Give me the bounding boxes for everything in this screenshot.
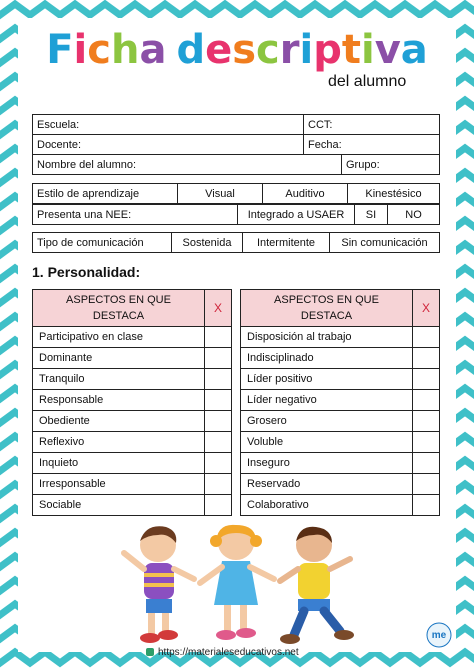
child-boy-right	[280, 527, 354, 644]
aspect-row	[241, 411, 440, 432]
student-name-table	[32, 154, 440, 175]
nee-table	[32, 204, 440, 225]
title-letter: s	[232, 27, 257, 73]
aspect-row	[241, 327, 440, 348]
aspect-label: Irresponsable	[33, 474, 205, 495]
aspect-checkbox[interactable]	[205, 474, 232, 495]
logo-text: me	[431, 630, 447, 641]
aspect-label: Sociable	[33, 495, 205, 516]
aspect-label: Disposición al trabajo	[241, 327, 413, 348]
aspects-header	[241, 290, 413, 327]
title-letter: d	[176, 27, 206, 73]
auditory-option: Auditivo	[263, 184, 348, 204]
website-link[interactable]: https://materialeseducativos.net	[158, 647, 299, 658]
nee-label: Presenta una NEE:	[33, 205, 238, 225]
title-letter: i	[299, 27, 314, 73]
yes-option: SI	[355, 205, 388, 225]
child-girl-middle	[200, 525, 274, 640]
no-communication-option: Sin comunicación	[330, 233, 440, 253]
title-letter: a	[400, 27, 428, 73]
aspect-row	[33, 453, 232, 474]
aspect-checkbox[interactable]	[205, 453, 232, 474]
aspect-label: Grosero	[241, 411, 413, 432]
aspect-label: Responsable	[33, 390, 205, 411]
aspect-checkbox[interactable]	[205, 432, 232, 453]
sustained-option: Sostenida	[172, 233, 243, 253]
usaer-label: Integrado a USAER	[238, 205, 355, 225]
learning-style-table	[32, 183, 440, 204]
school-field: Escuela:	[33, 115, 304, 135]
title-letter: c	[87, 27, 111, 73]
aspect-label: Líder positivo	[241, 369, 413, 390]
aspect-row	[33, 411, 232, 432]
visual-option: Visual	[178, 184, 263, 204]
student-info-table	[32, 114, 440, 155]
aspect-label: Voluble	[241, 432, 413, 453]
aspect-row	[241, 432, 440, 453]
intermittent-option: Intermitente	[243, 233, 330, 253]
aspect-row	[33, 348, 232, 369]
aspect-checkbox[interactable]	[205, 495, 232, 516]
title-letter: a	[139, 27, 167, 73]
aspects-header	[33, 290, 205, 327]
title-letter: h	[110, 27, 140, 73]
children-illustration	[118, 523, 358, 648]
aspect-checkbox[interactable]	[205, 348, 232, 369]
aspect-checkbox[interactable]	[413, 432, 440, 453]
materiales-educativos-logo	[426, 622, 452, 648]
aspects-header-line2: DESTACA	[300, 310, 353, 322]
aspects-table-right	[240, 289, 440, 516]
aspect-row	[33, 327, 232, 348]
student-name-field: Nombre del alumno:	[33, 155, 342, 175]
title-letter: i	[360, 27, 375, 73]
aspect-row	[241, 369, 440, 390]
aspects-table-left	[32, 289, 232, 516]
title-letter: t	[341, 27, 361, 73]
aspect-checkbox[interactable]	[413, 327, 440, 348]
aspect-checkbox[interactable]	[413, 474, 440, 495]
aspect-label: Inseguro	[241, 453, 413, 474]
aspect-checkbox[interactable]	[205, 411, 232, 432]
title-letter: i	[73, 27, 88, 73]
kinesthetic-option: Kinestésico	[348, 184, 440, 204]
page-title	[18, 26, 456, 74]
aspects-header-line1: ASPECTOS EN QUE	[66, 294, 171, 306]
aspect-checkbox[interactable]	[205, 390, 232, 411]
aspect-checkbox[interactable]	[413, 369, 440, 390]
lock-icon	[146, 648, 154, 656]
communication-label: Tipo de comunicación	[33, 233, 172, 253]
title-letter: r	[279, 27, 300, 73]
aspect-label: Reflexivo	[33, 432, 205, 453]
aspect-label: Reservado	[241, 474, 413, 495]
aspect-checkbox[interactable]	[205, 369, 232, 390]
aspect-checkbox[interactable]	[413, 348, 440, 369]
title-letter: c	[256, 27, 280, 73]
aspect-label: Dominante	[33, 348, 205, 369]
aspect-checkbox[interactable]	[413, 390, 440, 411]
child-boy-left	[124, 526, 194, 643]
aspect-label: Líder negativo	[241, 390, 413, 411]
aspect-label: Inquieto	[33, 453, 205, 474]
mark-header: X	[205, 290, 232, 327]
date-field: Fecha:	[304, 135, 440, 155]
title-letter: p	[313, 27, 342, 73]
aspect-row	[33, 474, 232, 495]
aspect-checkbox[interactable]	[413, 411, 440, 432]
aspect-checkbox[interactable]	[413, 453, 440, 474]
aspect-checkbox[interactable]	[205, 327, 232, 348]
aspect-label: Obediente	[33, 411, 205, 432]
aspects-header-line1: ASPECTOS EN QUE	[274, 294, 379, 306]
aspect-row	[241, 390, 440, 411]
title-letter: F	[46, 27, 74, 73]
aspect-row	[241, 495, 440, 516]
page-subtitle: del alumno	[328, 73, 407, 90]
aspect-label: Indisciplinado	[241, 348, 413, 369]
aspect-row	[241, 453, 440, 474]
aspect-label: Participativo en clase	[33, 327, 205, 348]
aspect-row	[241, 348, 440, 369]
learning-style-label: Estilo de aprendizaje	[33, 184, 178, 204]
mark-header: X	[413, 290, 440, 327]
teacher-field: Docente:	[33, 135, 304, 155]
aspect-row	[33, 495, 232, 516]
aspects-header-line2: DESTACA	[92, 310, 145, 322]
aspect-row	[33, 369, 232, 390]
title-wrap	[18, 26, 456, 74]
group-field: Grupo:	[342, 155, 440, 175]
communication-table	[32, 232, 440, 253]
section-title: 1. Personalidad:	[32, 264, 141, 280]
no-option: NO	[388, 205, 440, 225]
aspect-row	[33, 432, 232, 453]
worksheet-card	[18, 18, 456, 658]
aspect-label: Colaborativo	[241, 495, 413, 516]
title-letter: v	[374, 27, 401, 73]
aspect-label: Tranquilo	[33, 369, 205, 390]
aspect-row	[241, 474, 440, 495]
aspect-checkbox[interactable]	[413, 495, 440, 516]
cct-field: CCT:	[304, 115, 440, 135]
title-letter: e	[205, 27, 233, 73]
aspect-row	[33, 390, 232, 411]
